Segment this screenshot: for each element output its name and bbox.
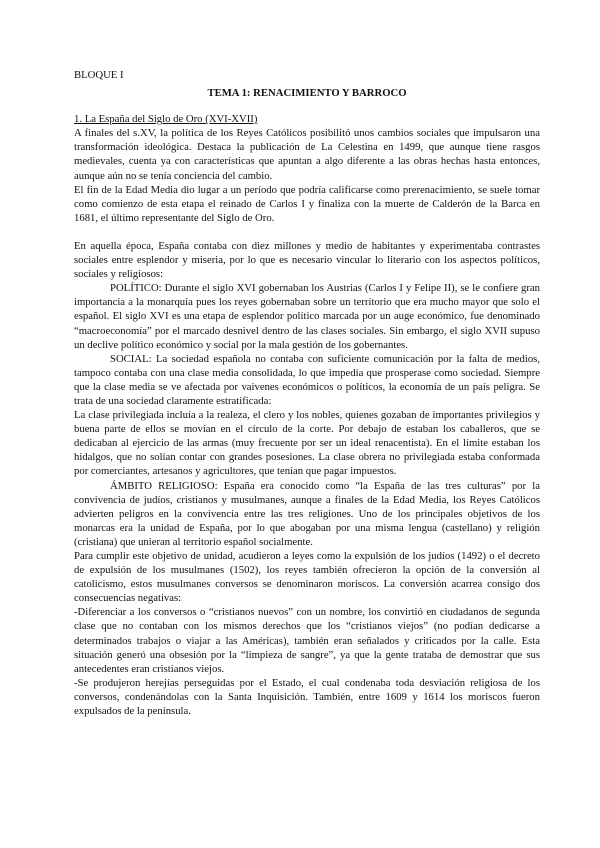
block-label: BLOQUE I [74, 69, 124, 81]
paragraph-consequence-1: -Diferenciar a los conversos o “cristianos nuevos” con un nombre, los convirtió en ciudadanos de segunda clase que no contaban con los mismos derechos que los “cristianos viejos” (no podían dedicarse a determinados trabajos o viajar a las Américas), también eran señalados y criticados por la calle. Esta situación generó una obsesión por la “limpieza de sangre”, ya que la gente trataba de demostrar que sus antecedentes eran cristianos viejos. [74, 606, 540, 675]
paragraph-context: En aquella época, España contaba con diez millones y medio de habitantes y experimentaba contrastes sociales entre esplendor y miseria, por lo que es necesario vincular lo literario con los aspectos políticos, sociales y religiosos: [74, 239, 540, 281]
paragraph-religious: ÁMBITO RELIGIOSO: España era conocido como “la España de las tres culturas” por la convivencia de judíos, cristianos y musulmanes, aunque a finales de la Edad Media, los Reyes Católicos advierten peligros en la convivencia entre las tres religiones. Uno de los principales objetivos de los monarcas era la unidad de España, por lo que abogaban por una misma lengua (castellano) y religión (cristiana) que unieran al territorio español socialmente. [74, 479, 540, 548]
document-page [74, 68, 540, 718]
paragraph-spacer [74, 225, 540, 239]
paragraph-political: POLÍTICO: Durante el siglo XVI gobernaban los Austrias (Carlos I y Felipe II), se le confiere gran importancia a la monarquía pues los reyes gobernaban sobre un territorio que era mucho mayor que solo el español. El siglo XVI es una etapa de esplendor político marcada por un auge económico, fue denominado “macroeconomía” por el marcado desnivel dentro de las clases sociales. Sin embargo, el siglo XVII supuso un declive político económico y social por la mala gestión de los gobernantes. [74, 282, 540, 351]
paragraph-periodization: El fin de la Edad Media dio lugar a un período que podría calificarse como prerenacimiento, se suele tomar como comienzo de esta etapa el reinado de Carlos I y finaliza con la muerte de Calderón de la Barca en 1681, el último representante del Siglo de Oro. [74, 183, 540, 224]
section-heading: 1. La España del Siglo de Oro (XVI-XVII) [74, 113, 258, 126]
page-title: TEMA 1: RENACIMIENTO Y BARROCO [207, 87, 407, 100]
paragraph-social-classes: La clase privilegiada incluía a la realeza, el clero y los nobles, quienes gozaban de importantes privilegios y buena parte de ellos se movían en el círculo de la corte. Por debajo de estaban los caballeros, que se dedicaban al ejercicio de las armas (muy frecuente por ser un ideal renacentista). En el límite estaban los hidalgos, que no solían contar con grandes posesiones. La clase obrera no privilegiada estaba conformada por comerciantes, artesanos y agricultores, que tenían que pagar impuestos. [74, 409, 540, 478]
paragraph-intro: A finales del s.XV, la política de los Reyes Católicos posibilitó unos cambios sociales que impulsaron una transformación ideológica. Destaca la publicación de La Celestina en 1499, que aunque tiene rasgos medievales, cuenta ya con características que apuntan a algo diferente a las obras hechas hasta entonces, aunque aún no se tenía conciencia del cambio. [74, 127, 540, 182]
paragraph-unity-laws: Para cumplir este objetivo de unidad, acudieron a leyes como la expulsión de los judíos (1492) o el decreto de expulsión de los musulmanes (1502), los reyes también ofrecieron la opción de la conversión al catolicismo, estos musulmanes conversos se denominaron moriscos. La conversión acarrea consigo dos consecuencias negativas: [74, 550, 540, 605]
paragraph-consequence-2: -Se produjeron herejías perseguidas por el Estado, el cual condenaba toda desviación religiosa de los conversos, condenándolas con la Santa Inquisición. También, entre 1609 y 1614 los moriscos fueron expulsados de la península. [74, 676, 540, 718]
paragraph-social: SOCIAL: La sociedad española no contaba con suficiente comunicación por la falta de medios, tampoco contaba con una clase media consolidada, lo que impedía que prosperase como sociedad. Siempre que la clase media se ve afectada por vaivenes económicos o políticos, la economía de un país peligra. Se trata de una sociedad claramente estratificada: [74, 352, 540, 407]
